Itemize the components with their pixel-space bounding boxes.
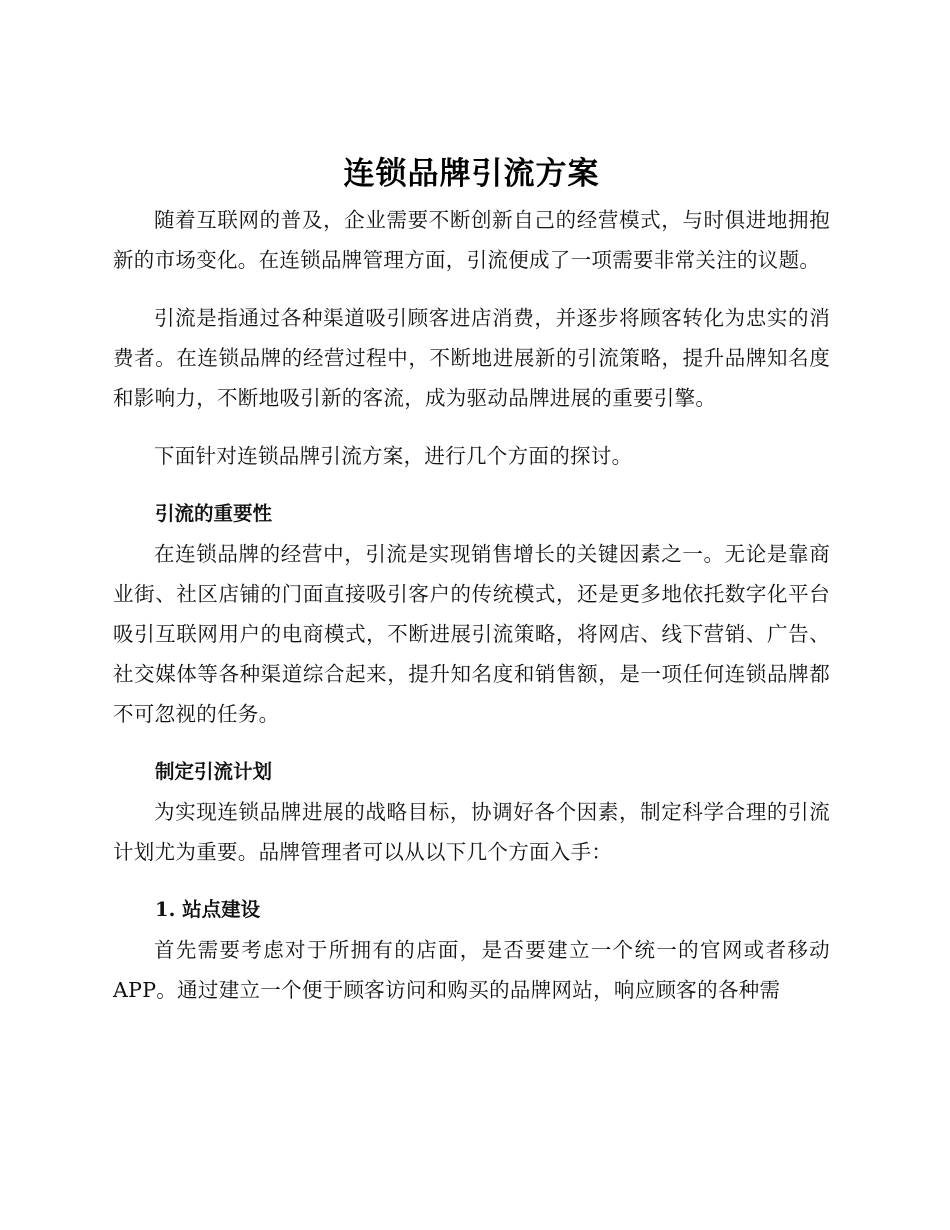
document-body (113, 148, 830, 1010)
intro-paragraph-2: 引流是指通过各种渠道吸引顾客进店消费，并逐步将顾客转化为忠实的消费者。在连锁品牌的经营过程中，不断地进展新的引流策略，提升品牌知名度和影响力，不断地吸引新的客流，成为驱动品牌进展的重要引擎。 (113, 306, 830, 410)
section-heading-site: 1. 站点建设 (155, 898, 261, 921)
intro-paragraph-3: 下面针对连锁品牌引流方案，进行几个方面的探讨。 (154, 444, 633, 468)
section-paragraph-plan: 为实现连锁品牌进展的战略目标，协调好各个因素，制定科学合理的引流计划尤为重要。品牌管理者可以从以下几个方面入手： (113, 800, 830, 864)
section-heading-plan: 制定引流计划 (155, 760, 273, 783)
section-paragraph-site: 首先需要考虑对于所拥有的店面，是否要建立一个统一的官网或者移动APP。通过建立一个便于顾客访问和购买的品牌网站，响应顾客的各种需 (113, 938, 830, 1002)
document-title: 连锁品牌引流方案 (343, 156, 600, 192)
section-heading-importance: 引流的重要性 (155, 502, 273, 525)
section-paragraph-importance: 在连锁品牌的经营中，引流是实现销售增长的关键因素之一。无论是靠商业街、社区店铺的门面直接吸引客户的传统模式，还是更多地依托数字化平台吸引互联网用户的电商模式，不断进展引流策略，将网店、线下营销、广告、社交媒体等各种渠道综合起来，提升知名度和销售额，是一项任何连锁品牌都不可忽视的任务。 (113, 542, 830, 726)
intro-paragraph-1: 随着互联网的普及，企业需要不断创新自己的经营模式，与时俱进地拥抱新的市场变化。在连锁品牌管理方面，引流便成了一项需要非常关注的议题。 (113, 208, 830, 272)
